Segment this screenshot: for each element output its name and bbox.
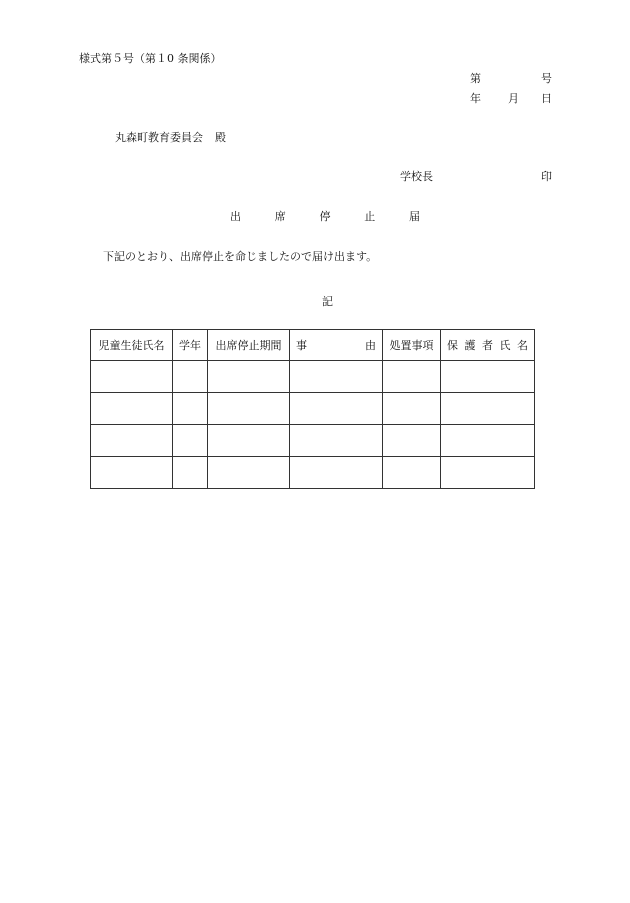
- header-period: 出席停止期間: [208, 330, 290, 361]
- title-char: 出: [230, 210, 241, 223]
- table-row: [91, 457, 535, 489]
- header-guardian-name: [441, 330, 535, 361]
- header-reason-left: 事: [296, 339, 307, 352]
- addressee: [115, 129, 226, 145]
- cell-guardian-name: [441, 361, 535, 393]
- cell-student-name: [91, 425, 173, 457]
- ki-heading: 記: [322, 295, 333, 308]
- table-header-row: [91, 330, 535, 361]
- cell-student-name: [91, 393, 173, 425]
- document-number-prefix: 第: [470, 72, 481, 85]
- details-table: [90, 329, 535, 489]
- cell-grade: [173, 361, 208, 393]
- cell-grade: [173, 393, 208, 425]
- header-guardian-char: 保: [447, 339, 458, 352]
- cell-period: [208, 393, 290, 425]
- cell-student-name: [91, 457, 173, 489]
- title-char: 停: [319, 210, 331, 223]
- cell-guardian-name: [441, 457, 535, 489]
- cell-action: [383, 361, 441, 393]
- date-year-label: 年: [470, 92, 481, 105]
- header-guardian-char: 者: [482, 339, 493, 352]
- title-char: 席: [274, 210, 286, 223]
- cell-student-name: [91, 361, 173, 393]
- title-char: 止: [364, 210, 376, 223]
- addressee-honorific: 殿: [215, 131, 226, 144]
- seal-mark: 印: [541, 170, 552, 183]
- header-reason-right: 由: [365, 339, 376, 352]
- cell-action: [383, 457, 441, 489]
- title-char: 届: [409, 210, 420, 223]
- cell-reason: [290, 425, 383, 457]
- document-title: [230, 208, 420, 222]
- cell-period: [208, 457, 290, 489]
- cell-period: [208, 425, 290, 457]
- cell-reason: [290, 361, 383, 393]
- cell-period: [208, 361, 290, 393]
- document-date: [470, 90, 552, 104]
- cell-action: [383, 393, 441, 425]
- addressee-name: 丸森町教育委員会: [115, 131, 203, 144]
- date-day-label: 日: [541, 92, 552, 105]
- sender-title: 学校長: [400, 170, 433, 183]
- cell-action: [383, 425, 441, 457]
- header-guardian-char: 名: [517, 339, 528, 352]
- table-row: [91, 425, 535, 457]
- table-row: [91, 361, 535, 393]
- body-text: 下記のとおり、出席停止を命じましたので届け出ます。: [103, 250, 378, 263]
- header-student-name: 児童生徒氏名: [91, 330, 173, 361]
- document-number: [470, 70, 552, 84]
- cell-reason: [290, 457, 383, 489]
- header-guardian-char: 氏: [499, 339, 511, 352]
- header-grade: 学年: [173, 330, 208, 361]
- cell-reason: [290, 393, 383, 425]
- form-number-label: 様式第５号（第１0 条関係）: [79, 52, 222, 65]
- cell-guardian-name: [441, 393, 535, 425]
- table-row: [91, 393, 535, 425]
- document-number-suffix: 号: [541, 72, 552, 85]
- header-action: 処置事項: [383, 330, 441, 361]
- header-reason: [290, 330, 383, 361]
- cell-guardian-name: [441, 425, 535, 457]
- cell-grade: [173, 457, 208, 489]
- header-guardian-char: 護: [464, 339, 476, 352]
- date-month-label: 月: [508, 92, 519, 105]
- cell-grade: [173, 425, 208, 457]
